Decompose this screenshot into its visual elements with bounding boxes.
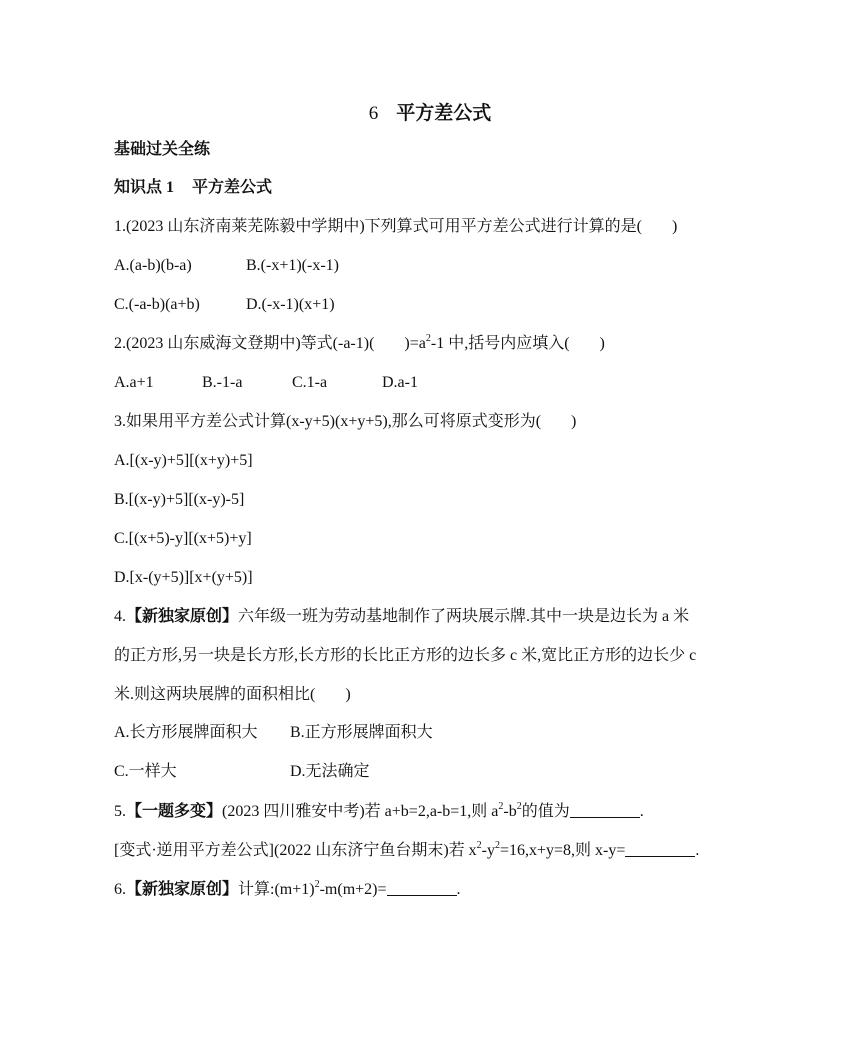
variant-text-b: -y: [481, 842, 495, 859]
answer-blank[interactable]: [625, 840, 695, 857]
question-3-stem: [114, 412, 576, 432]
question-4-text-3: 米.则这两块展牌的面积相比(: [114, 686, 316, 703]
question-4-options-row1: [114, 723, 433, 743]
title-number: 6: [368, 103, 379, 124]
question-5-end: .: [639, 803, 644, 820]
question-2-paren: ): [599, 335, 605, 352]
question-1-stem: [114, 217, 677, 237]
variant-sup-1: 2: [476, 840, 482, 851]
option-b: B.[(x-y)+5][(x-y)-5]: [114, 491, 245, 508]
question-3-text: 3.如果用平方差公式计算(x-y+5)(x+y+5),那么可将原式变形为(: [114, 413, 542, 430]
answer-blank[interactable]: [570, 801, 640, 818]
original-tag: 【新独家原创】: [126, 608, 239, 625]
question-5-variant: [114, 840, 699, 861]
question-5-number: 5.: [114, 803, 126, 820]
option-c: C.1-a: [292, 374, 328, 391]
question-4-line-2: 的正方形,另一块是长方形,长方形的长比正方形的边长多 c 米,宽比正方形的边长少 c: [114, 647, 697, 664]
variant-text-a: [变式·逆用平方差公式](2022 山东济宁鱼台期末)若 x: [114, 842, 477, 859]
question-2-sup: 2: [425, 333, 431, 344]
option-d: D.[x-(y+5)][x+(y+5)]: [114, 569, 253, 586]
option-a: A.a+1: [114, 374, 154, 391]
option-b: B.-1-a: [202, 374, 243, 391]
question-2-stem: [114, 334, 605, 354]
question-6-end: .: [456, 881, 461, 898]
question-6-sup: 2: [314, 879, 320, 890]
variant-text-c: =16,x+y=8,则 x-y=: [499, 842, 626, 859]
variant-sup-2: 2: [494, 840, 500, 851]
knowledge-point-label: 知识点 1: [114, 179, 175, 196]
option-c: C.(-a-b)(a+b): [114, 296, 200, 313]
question-6-text-b: -m(m+2)=: [319, 881, 387, 898]
question-4-text-1: 六年级一班为劳动基地制作了两块展示牌.其中一块是边长为 a 米: [238, 608, 690, 625]
question-6: [114, 879, 461, 900]
question-1-text: 1.(2023 山东济南莱芜陈毅中学期中)下列算式可用平方差公式进行计算的是(: [114, 218, 642, 235]
variant-end: .: [695, 842, 700, 859]
knowledge-point-name: 平方差公式: [192, 179, 273, 196]
question-5-text-b: -b: [503, 803, 517, 820]
section-heading: 基础过关全练: [114, 141, 211, 158]
question-1-options-row1: [114, 256, 339, 276]
option-c: C.一样大: [114, 763, 177, 780]
question-6-number: 6.: [114, 881, 126, 898]
question-1-options-row2: [114, 295, 335, 315]
original-tag: 【新独家原创】: [126, 881, 239, 898]
option-b: B.(-x+1)(-x-1): [246, 257, 339, 274]
question-2-text-a: 2.(2023 山东威海文登期中)等式(-a-1)(: [114, 335, 375, 352]
question-5-text-c: 的值为: [521, 803, 570, 820]
option-c: C.[(x+5)-y][(x+5)+y]: [114, 530, 252, 547]
question-5-text-a: (2023 四川雅安中考)若 a+b=2,a-b=1,则 a: [222, 803, 499, 820]
variant-tag: 【一题多变】: [126, 803, 223, 820]
question-4-number: 4.: [114, 608, 126, 625]
question-5-sup-2: 2: [516, 801, 522, 812]
question-4-options-row2: [114, 762, 370, 782]
question-4-paren: ): [345, 686, 351, 703]
answer-blank[interactable]: [387, 879, 457, 896]
question-3-paren: ): [571, 413, 577, 430]
option-d: D.无法确定: [290, 763, 370, 780]
option-a: A.(a-b)(b-a): [114, 257, 192, 274]
page-title: [0, 98, 860, 125]
question-2-options: [114, 373, 418, 393]
question-1-paren: ): [672, 218, 678, 235]
option-d: D.(-x-1)(x+1): [246, 296, 335, 313]
question-4-line-1: [114, 607, 689, 627]
option-d: D.a-1: [382, 374, 418, 391]
title-text: 平方差公式: [396, 103, 492, 124]
question-5: [114, 801, 644, 822]
option-a: A.[(x-y)+5][(x+y)+5]: [114, 452, 253, 469]
question-2-text-c: -1 中,括号内应填入(: [430, 335, 570, 352]
question-5-sup-1: 2: [498, 801, 504, 812]
question-6-text-a: 计算:(m+1): [238, 881, 315, 898]
question-4-line-3: [114, 685, 351, 705]
knowledge-point-heading: [114, 178, 272, 198]
option-b: B.正方形展牌面积大: [290, 724, 433, 741]
option-a: A.长方形展牌面积大: [114, 724, 258, 741]
question-2-text-b: )=a: [404, 335, 426, 352]
